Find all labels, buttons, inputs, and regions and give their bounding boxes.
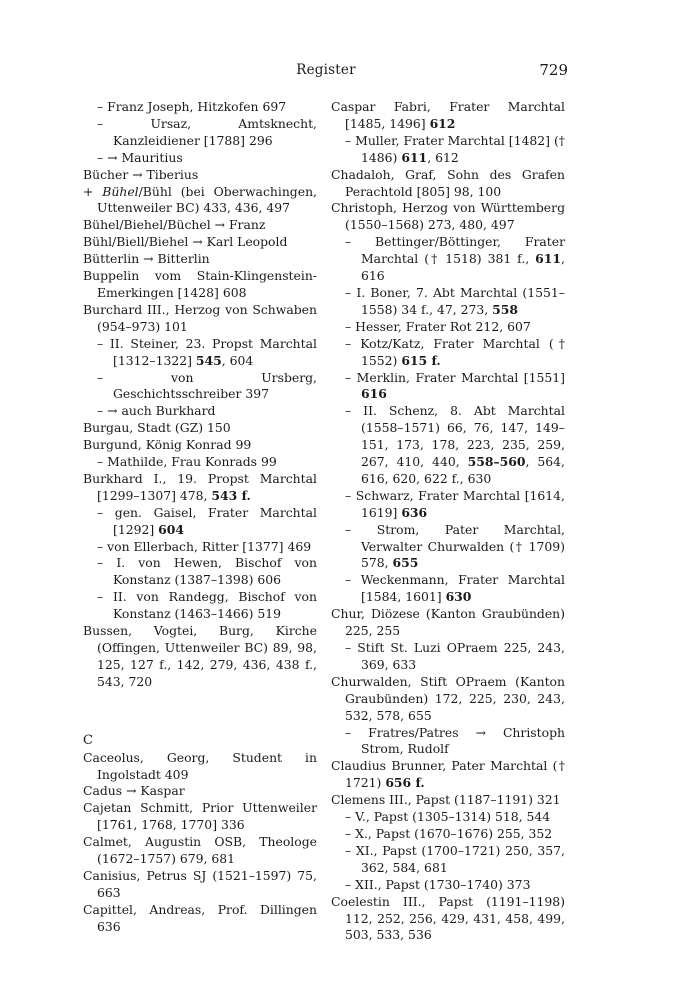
index-column-left xyxy=(83,99,317,936)
entry-text: – von Ellerbach, Ritter [1377] 469 xyxy=(97,538,312,554)
entry-text: Cajetan Schmitt, Prior Uttenweiler [1761, 1768, 1770] 336 xyxy=(83,800,317,833)
entry-text: Clemens III., Papst (1187–1191) 321 xyxy=(331,792,561,808)
entry-text: Bütterlin → Bitterlin xyxy=(83,251,210,267)
section-letter: C xyxy=(83,732,93,748)
index-subentry xyxy=(83,99,317,116)
entry-text: – → auch Burkhard xyxy=(97,403,216,419)
entry-text: Claudius Brunner, Pater Marchtal († 1721) xyxy=(331,758,565,791)
page-ref-bold: 558 xyxy=(492,301,519,317)
entry-text: – Mathilde, Frau Konrads 99 xyxy=(97,454,277,470)
index-subentry xyxy=(331,640,565,674)
entry-text: Chadaloh, Graf, Sohn des Grafen Perachtold [805] 98, 100 xyxy=(331,166,565,199)
page-ref-bold: 656 f. xyxy=(385,775,425,791)
entry-text: – II. von Randegg, Bischof von Konstanz (1463–1466) 519 xyxy=(97,589,317,622)
entry-text: – II. Schenz, 8. Abt Marchtal (1558–1571) 66, 76, 147, 149–151, 173, 178, 223, 235, 259, 267, 410, 440, xyxy=(345,403,565,470)
index-subentry xyxy=(83,336,317,370)
index-entry xyxy=(83,471,317,505)
index-subentry xyxy=(83,370,317,404)
index-entry xyxy=(83,167,317,184)
page-number: 729 xyxy=(539,61,568,79)
index-subentry xyxy=(83,539,317,556)
index-subentry xyxy=(331,809,565,826)
index-entry xyxy=(83,217,317,234)
entry-text: Caceolus, Georg, Student in Ingolstadt 409 xyxy=(83,749,317,782)
index-entry xyxy=(331,99,565,133)
index-subentry xyxy=(331,285,565,319)
index-subentry xyxy=(83,150,317,167)
entry-text: Buppelin vom Stain-Klingenstein-Emerkingen [1428] 608 xyxy=(83,268,317,300)
index-subentry xyxy=(83,505,317,539)
entries-c xyxy=(83,750,317,936)
index-entry xyxy=(83,868,317,902)
entry-text: – Kotz/Katz, Frater Marchtal († 1552) xyxy=(345,335,565,368)
page-ref-bold: 615 f. xyxy=(401,352,441,368)
entry-text: – XI., Papst (1700–1721) 250, 357, 362, 584, 681 xyxy=(345,842,565,875)
entry-text: – Muller, Frater Marchtal [1482] († 1486) xyxy=(345,132,565,165)
entry-text: + xyxy=(83,183,103,199)
index-subentry xyxy=(83,403,317,420)
entry-text: – Stift St. Luzi OPraem 225, 243, 369, 633 xyxy=(345,640,565,672)
entry-text: – Schwarz, Frater Marchtal [1614, 1619] xyxy=(345,487,565,520)
entry-text: – II. Steiner, 23. Propst Marchtal [1312–1322] xyxy=(97,335,317,368)
entry-text: Christoph, Herzog von Württemberg (1550–1568) 273, 480, 497 xyxy=(331,200,565,233)
entry-text: Cadus → Kaspar xyxy=(83,783,185,799)
entry-text: Burgund, König Konrad 99 xyxy=(83,437,252,453)
index-subentry xyxy=(331,725,565,759)
index-entry xyxy=(83,783,317,800)
page-ref-bold: 636 xyxy=(401,504,428,520)
entry-text: – Hesser, Frater Rot 212, 607 xyxy=(345,318,531,334)
index-entry xyxy=(83,800,317,834)
entry-text: Burgau, Stadt (GZ) 150 xyxy=(83,420,231,436)
entry-text: Bühel/Biehel/Büchel → Franz xyxy=(83,217,266,233)
entry-text: – gen. Gaisel, Frater Marchtal [1292] xyxy=(97,504,317,537)
page-ref-bold: 543 f. xyxy=(211,487,251,503)
index-subentry xyxy=(83,454,317,471)
entry-text: – X., Papst (1670–1676) 255, 352 xyxy=(345,825,553,841)
entry-text: Calmet, Augustin OSB, Theologe (1672–1757) 679, 681 xyxy=(83,834,317,867)
index-subentry xyxy=(331,133,565,167)
index-entry xyxy=(331,606,565,640)
page-ref-bold: 655 xyxy=(392,555,419,571)
entry-text: Bussen, Vogtei, Burg, Kirche (Offingen, Uttenweiler BC) 89, 98, 125, 127 f., 142, 279, 436, 438 f., 543, 720 xyxy=(83,623,317,689)
page-ref-bold: 612 xyxy=(429,115,456,131)
page-ref-bold: 611 xyxy=(535,251,562,267)
page-ref-bold: 611 xyxy=(401,149,428,165)
entries-b-continued xyxy=(83,99,317,691)
index-subentry xyxy=(331,843,565,877)
entry-text: – von Ursberg, Geschichtsschreiber 397 xyxy=(97,369,317,402)
entry-text: Burkhard I., 19. Propst Marchtal [1299–1307] 478, xyxy=(83,470,317,503)
index-subentry xyxy=(331,572,565,606)
index-subentry xyxy=(83,116,317,150)
index-subentry xyxy=(331,403,565,488)
entry-text: – Strom, Pater Marchtal, Verwalter Churwalden († 1709) 578, xyxy=(345,521,565,571)
entry-text: – I. von Hewen, Bischof von Konstanz (1387–1398) 606 xyxy=(97,555,317,588)
page-ref-bold: 616 xyxy=(361,386,387,402)
index-entry xyxy=(331,167,565,201)
index-entry xyxy=(331,758,565,792)
entry-text: – XII., Papst (1730–1740) 373 xyxy=(345,876,531,892)
index-subentry xyxy=(331,877,565,894)
entry-text: – V., Papst (1305–1314) 518, 544 xyxy=(345,809,551,825)
entry-text: – Ursaz, Amtsknecht, Kanzleidiener [1788] 296 xyxy=(97,115,317,148)
index-subentry xyxy=(331,488,565,522)
index-entry xyxy=(83,234,317,251)
index-entry xyxy=(83,251,317,268)
index-entry xyxy=(83,420,317,437)
page-ref-bold: 545 xyxy=(195,352,222,368)
entry-text: Bücher → Tiberius xyxy=(83,166,199,182)
entry-text: – Fratres/Patres → Christoph Strom, Rudolf xyxy=(345,724,565,757)
entry-text: – Franz Joseph, Hitzkofen 697 xyxy=(97,99,287,114)
index-entry xyxy=(331,674,565,725)
index-subentry xyxy=(331,336,565,370)
index-entry xyxy=(83,834,317,868)
entry-text: – Weckenmann, Frater Marchtal [1584, 1601] xyxy=(345,572,565,605)
entry-text: Churwalden, Stift OPraem (Kanton Graubünden) 172, 225, 230, 243, 532, 578, 655 xyxy=(331,673,565,723)
running-head-title: Register xyxy=(296,62,356,78)
running-head xyxy=(0,62,700,82)
index-entry xyxy=(331,792,565,809)
index-entry xyxy=(83,268,317,302)
section-gap xyxy=(83,691,317,733)
entry-text: – → Mauritius xyxy=(97,149,183,165)
index-column-right xyxy=(331,99,565,944)
index-subentry xyxy=(83,589,317,623)
index-subentry xyxy=(331,319,565,336)
entry-text: – I. Boner, 7. Abt Marchtal (1551–1558) 34 f., 47, 273, xyxy=(345,284,565,317)
entry-text: Chur, Diözese (Kanton Graubünden) 225, 255 xyxy=(331,606,565,639)
index-entry xyxy=(83,750,317,784)
entry-text: – Merklin, Frater Marchtal [1551] xyxy=(345,369,565,385)
entry-text: – Bettinger/Böttinger, Frater Marchtal († 1518) 381 f., xyxy=(345,234,565,267)
entry-text: /Bühl (bei Oberwachingen, Uttenweiler BC) 433, 436, 497 xyxy=(97,183,317,216)
index-subentry xyxy=(83,555,317,589)
entry-text: Canisius, Petrus SJ (1521–1597) 75, 663 xyxy=(83,867,317,900)
index-entry xyxy=(83,623,317,691)
page-ref-bold: 630 xyxy=(445,589,472,605)
index-subentry xyxy=(331,522,565,573)
index-entry xyxy=(83,437,317,454)
entry-text: Caspar Fabri, Frater Marchtal [1485, 1496] xyxy=(331,99,565,131)
index-entry xyxy=(331,200,565,234)
index-entry xyxy=(83,902,317,936)
index-entry xyxy=(83,302,317,336)
index-entry xyxy=(331,894,565,945)
index-subentry xyxy=(331,234,565,285)
entry-text: , 564, 616, 620, 622 f., 630 xyxy=(361,454,565,486)
entry-text: , 616 xyxy=(361,251,565,284)
entry-text: Burchard III., Herzog von Schwaben (954–973) 101 xyxy=(83,301,317,334)
index-entry xyxy=(83,184,317,218)
entry-text: Bühl/Biell/Biehel → Karl Leopold xyxy=(83,234,288,250)
index-subentry xyxy=(331,826,565,843)
entry-text: Capittel, Andreas, Prof. Dillingen 636 xyxy=(83,901,317,934)
page-ref-bold: 558–560 xyxy=(467,454,526,470)
entry-text: , 604 xyxy=(221,352,254,368)
entry-text: Coelestin III., Papst (1191–1198) 112, 252, 256, 429, 431, 458, 499, 503, 533, 536 xyxy=(331,893,565,943)
entry-text: , 612 xyxy=(427,149,459,165)
entry-text-italic: Bühel xyxy=(102,183,139,199)
entries-c-continued xyxy=(331,99,565,944)
page-ref-bold: 604 xyxy=(158,521,185,537)
index-subentry xyxy=(331,370,565,404)
